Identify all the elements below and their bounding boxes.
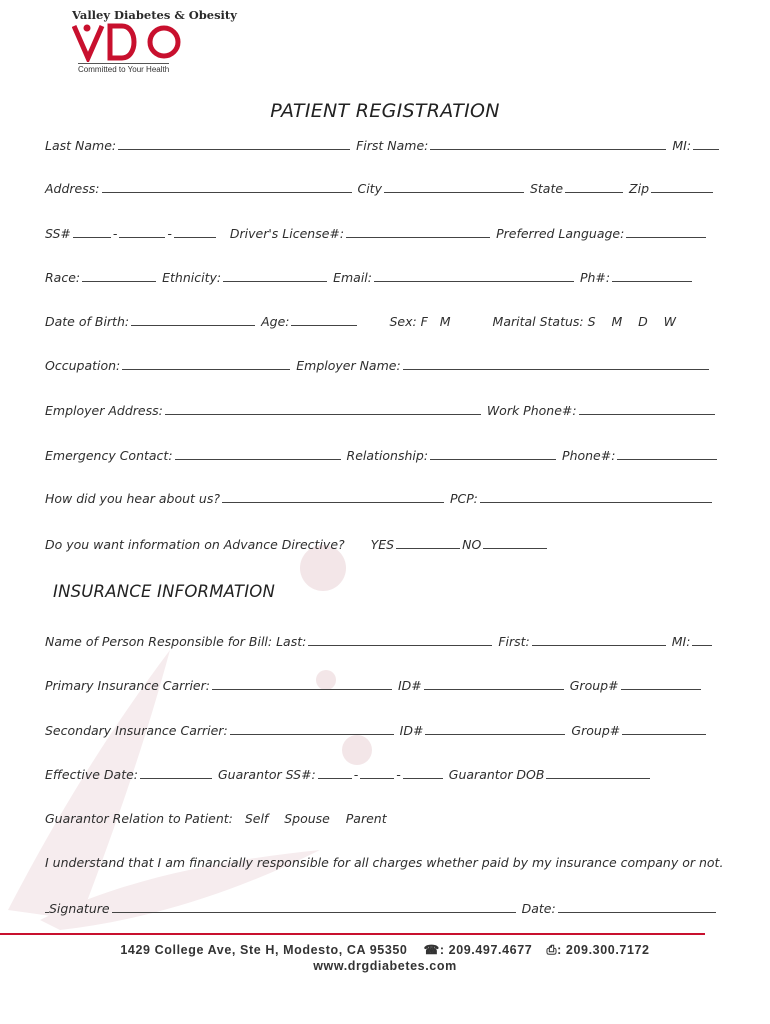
email-label: Email: <box>333 270 372 285</box>
guarantor-dob-field[interactable] <box>546 768 650 779</box>
guarantor-dob-label: Guarantor DOB <box>448 767 545 782</box>
row-primary-carrier <box>45 678 727 693</box>
employer-name-label: Employer Name: <box>296 358 401 373</box>
secondary-carrier-label: Secondary Insurance Carrier: <box>45 723 228 738</box>
mi-label: MI: <box>672 138 692 153</box>
date-label: Date: <box>521 901 556 916</box>
employer-name-field[interactable] <box>403 359 709 370</box>
secondary-carrier-field[interactable] <box>230 724 394 735</box>
primary-group-field[interactable] <box>621 679 701 690</box>
responsible-first-label: First: <box>498 634 530 649</box>
guarantor-ss-dash: - <box>353 767 359 782</box>
row-advance-directive <box>45 537 727 552</box>
employer-address-label: Employer Address: <box>45 403 163 418</box>
watermark-circle <box>342 735 372 765</box>
drivers-license-field[interactable] <box>346 227 490 238</box>
ph-field[interactable] <box>612 271 692 282</box>
row-referral <box>45 491 727 506</box>
first-name-label: First Name: <box>356 138 429 153</box>
ethnicity-label: Ethnicity: <box>162 270 222 285</box>
address-label: Address: <box>45 181 100 196</box>
secondary-id-label: ID# <box>399 723 424 738</box>
responsible-mi-field[interactable] <box>692 635 712 646</box>
last-name-label: Last Name: <box>45 138 117 153</box>
no-field[interactable] <box>483 538 547 549</box>
phone-label: Phone#: <box>562 448 616 463</box>
logo-mark <box>72 22 196 62</box>
race-field[interactable] <box>82 271 156 282</box>
secondary-group-label: Group# <box>571 723 621 738</box>
city-label: City <box>357 181 382 196</box>
age-field[interactable] <box>291 315 357 326</box>
pcp-label: PCP: <box>449 491 478 506</box>
primary-id-label: ID# <box>397 678 422 693</box>
guarantor-ss-field-2[interactable] <box>360 768 394 779</box>
responsible-first-field[interactable] <box>532 635 666 646</box>
row-responsible <box>45 634 727 649</box>
footer-website[interactable]: www.drgdiabetes.com <box>313 959 457 973</box>
row-occupation <box>45 358 727 373</box>
race-label: Race: <box>45 270 81 285</box>
signature-field[interactable] <box>112 902 516 913</box>
emergency-contact-label: Emergency Contact: <box>45 448 173 463</box>
signature-label: Signature <box>49 901 110 916</box>
phone-icon: ☎ <box>423 943 440 957</box>
row-secondary-carrier <box>45 723 727 738</box>
preferred-language-field[interactable] <box>626 227 706 238</box>
yes-label: YES <box>370 537 395 552</box>
date-field[interactable] <box>558 902 716 913</box>
row-name <box>45 138 727 153</box>
ss-field-1[interactable] <box>73 227 111 238</box>
secondary-group-field[interactable] <box>622 724 706 735</box>
email-field[interactable] <box>374 271 574 282</box>
pcp-field[interactable] <box>480 492 712 503</box>
guarantor-ss-label: Guarantor SS#: <box>218 767 316 782</box>
footer-divider <box>0 933 705 935</box>
primary-carrier-label: Primary Insurance Carrier: <box>45 678 210 693</box>
ss-dash: - <box>112 226 118 241</box>
responsible-mi-label: MI: <box>671 634 691 649</box>
footer-phone: : 209.497.4677 <box>439 943 533 957</box>
hear-about-field[interactable] <box>222 492 444 503</box>
guarantor-ss-field-1[interactable] <box>318 768 352 779</box>
row-employer-address <box>45 403 727 418</box>
ss-field-2[interactable] <box>119 227 165 238</box>
relationship-field[interactable] <box>430 449 556 460</box>
primary-id-field[interactable] <box>424 679 564 690</box>
sex-options[interactable]: Sex: F M <box>389 314 451 329</box>
row-emergency <box>45 448 727 463</box>
row-dob <box>45 314 727 329</box>
employer-address-field[interactable] <box>165 404 481 415</box>
insurance-heading: INSURANCE INFORMATION <box>53 582 275 601</box>
logo <box>72 8 237 74</box>
hear-about-label: How did you hear about us? <box>45 491 220 506</box>
ss-field-3[interactable] <box>174 227 216 238</box>
preferred-language-label: Preferred Language: <box>496 226 625 241</box>
occupation-label: Occupation: <box>45 358 121 373</box>
fax-icon: ⎙ <box>546 943 558 957</box>
financial-statement: I understand that I am financially responsible for all charges whether paid by my insurance company or not. <box>45 855 724 870</box>
row-effective-date <box>45 767 727 782</box>
zip-field[interactable] <box>651 182 713 193</box>
work-phone-field[interactable] <box>579 404 715 415</box>
emergency-contact-field[interactable] <box>175 449 341 460</box>
effective-date-field[interactable] <box>140 768 212 779</box>
footer-contact <box>0 942 770 958</box>
ethnicity-field[interactable] <box>223 271 327 282</box>
last-name-field[interactable] <box>118 139 350 150</box>
secondary-id-field[interactable] <box>425 724 565 735</box>
age-label: Age: <box>261 314 290 329</box>
page-title: PATIENT REGISTRATION <box>270 100 500 122</box>
logo-brand-name: Valley Diabetes & Obesity <box>72 8 237 22</box>
city-field[interactable] <box>384 182 524 193</box>
ph-label: Ph#: <box>579 270 611 285</box>
row-race <box>45 270 727 285</box>
dob-field[interactable] <box>131 315 255 326</box>
guarantor-ss-field-3[interactable] <box>403 768 443 779</box>
responsible-last-field[interactable] <box>308 635 492 646</box>
marital-status-options[interactable]: Marital Status: S M D W <box>492 314 676 329</box>
work-phone-label: Work Phone#: <box>486 403 577 418</box>
yes-field[interactable] <box>396 538 460 549</box>
ss-dash: - <box>167 226 172 241</box>
row-signature <box>45 901 727 916</box>
primary-carrier-field[interactable] <box>212 679 392 690</box>
primary-group-label: Group# <box>569 678 619 693</box>
dob-label: Date of Birth: <box>45 314 130 329</box>
drivers-license-label: Driver's License#: <box>229 226 345 241</box>
zip-label: Zip <box>629 181 650 196</box>
state-label: State <box>529 181 564 196</box>
state-field[interactable] <box>565 182 623 193</box>
row-address <box>45 181 727 196</box>
footer-fax: : 209.300.7172 <box>557 943 650 957</box>
phone-field[interactable] <box>617 449 717 460</box>
address-field[interactable] <box>102 182 352 193</box>
effective-date-label: Effective Date: <box>45 767 139 782</box>
no-label: NO <box>462 537 482 552</box>
mi-field[interactable] <box>693 139 719 150</box>
ss-label: SS# <box>45 226 71 241</box>
responsible-last-label: Name of Person Responsible for Bill: Last: <box>45 634 307 649</box>
footer-website-row <box>0 959 770 973</box>
logo-tagline: Committed to Your Health <box>78 65 170 74</box>
guarantor-relation-options[interactable]: Guarantor Relation to Patient: Self Spouse Parent <box>45 811 387 826</box>
row-guarantor-relation <box>45 811 727 826</box>
first-name-field[interactable] <box>430 139 666 150</box>
guarantor-ss-dash: - <box>396 767 401 782</box>
advance-directive-label: Do you want information on Advance Directive? <box>45 537 345 552</box>
relationship-label: Relationship: <box>346 448 429 463</box>
row-ss <box>45 226 727 241</box>
occupation-field[interactable] <box>122 359 290 370</box>
footer-address: 1429 College Ave, Ste H, Modesto, CA 95350 <box>120 943 408 957</box>
